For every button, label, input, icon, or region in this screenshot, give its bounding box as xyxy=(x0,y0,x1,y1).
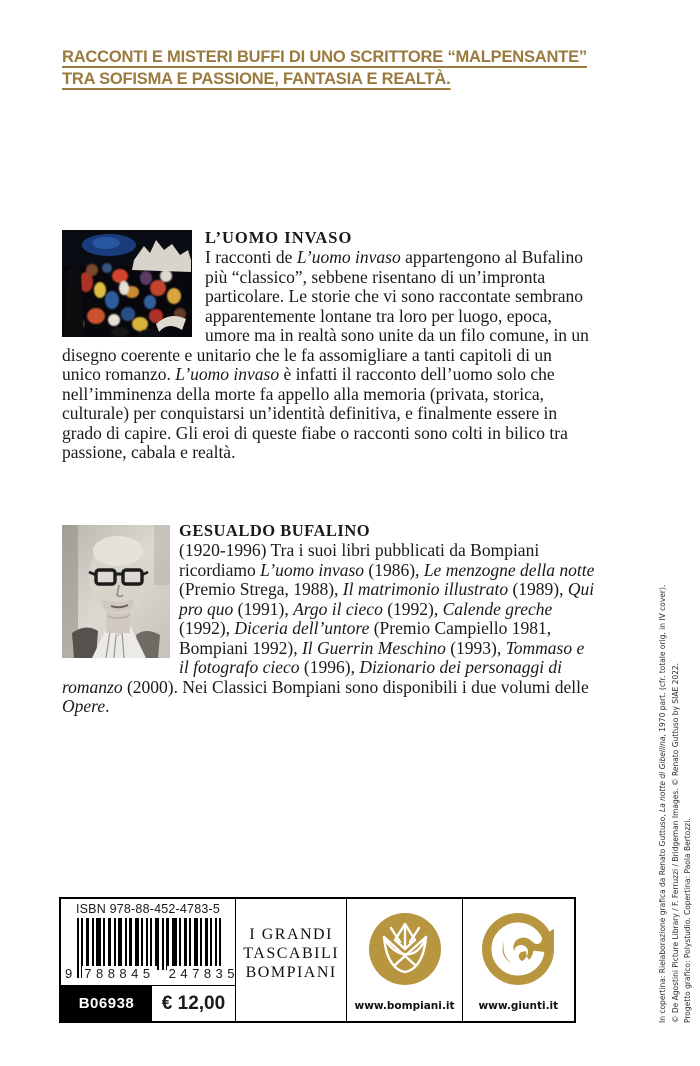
bompiani-cell xyxy=(346,899,461,1021)
tagline-line-1: RACCONTI E MISTERI BUFFI DI UNO SCRITTORE “MALPENSANTE” xyxy=(62,48,587,66)
code-price-row xyxy=(61,985,235,1021)
footer-info-box xyxy=(59,897,576,1023)
publisher-code-badge: B06938 xyxy=(61,986,152,1021)
ean-digit-group-1: 788845 xyxy=(84,966,155,981)
photo-gesualdo-bufalino xyxy=(62,525,170,658)
cover-painting-thumbnail xyxy=(62,230,192,337)
tagline-line-2: TRA SOFISMA E PASSIONE, FANTASIA E REALTÀ. xyxy=(62,70,451,88)
bompiani-site-label: www.bompiani.it xyxy=(354,1000,455,1012)
giunti-cell xyxy=(462,899,574,1021)
author-bio-text: (1920-1996) Tra i suoi libri pubblicati da Bompiani ricordiamo L’uomo invaso (1986), Le menzogne della notte (Premio Strega, 1988), Il matrimonio illustrato (1989), Qui pro quo (1991), Argo il cieco (1992), Calende greche (1992), Diceria dell’untore (Premio Campiello 1981, Bompiani 1992), Il Guerrin Meschino (1993), Tommaso e il fotografo cieco (1996), Dizionario dei personaggi di romanzo (2000). Nei Classici Bompiani sono disponibili i due volumi delle Opere. xyxy=(62,540,595,716)
series-line-1: I GRANDI xyxy=(249,925,333,943)
ean-digit-first: 9 xyxy=(65,966,73,981)
book-title-heading: L’UOMO INVASO xyxy=(205,228,353,247)
price-label: € 12,00 xyxy=(161,992,226,1014)
cover-tagline xyxy=(62,46,602,90)
series-cell xyxy=(235,899,346,1021)
author-photo xyxy=(62,525,170,658)
book-description-section xyxy=(62,227,595,463)
series-line-3: BOMPIANI xyxy=(245,963,337,981)
series-line-2: TASCABILI xyxy=(243,944,340,962)
author-name-heading: GESUALDO BUFALINO xyxy=(179,521,371,540)
barcode-cell xyxy=(61,899,240,1021)
giunti-site-label: www.giunti.it xyxy=(478,1000,559,1012)
painting-la-notte-di-gibellina xyxy=(62,230,192,337)
book-description-text: I racconti de L’uomo invaso appartengono al Bufalino più “classico”, sebbene risentano di un’impronta particolare. Le storie che vi sono raccontate sembrano apparentemente lontane tra loro per luogo, epoca, umore ma in realtà sono unite da un filo comune, in un disegno coerente e unitario che le fa assomigliare a tanti capitoli di un unico romanzo. L’uomo invaso è infatti il racconto dell’uomo solo che nell’imminenza della morte fa appello alla memoria (privata, storica, culturale) per conquistarsi un’identità definitiva, e finalmente essere in grado di capire. Gli eroi di queste fiabe o racconti sono colti in bilico tra passione, cabala e realtà. xyxy=(62,247,589,462)
author-bio-section xyxy=(62,520,595,717)
ean-digit-group-2: 247835 xyxy=(168,966,240,981)
giunti-g-logo-icon xyxy=(482,913,554,985)
ean-digits xyxy=(61,966,240,983)
bompiani-flower-logo-icon xyxy=(369,913,441,985)
isbn-label: ISBN 978-88-452-4783-5 xyxy=(75,902,221,916)
book-back-cover: RACCONTI E MISTERI BUFFI DI UNO SCRITTORE “MALPENSANTE” TRA SOFISMA E PASSIONE, FANTASIA E REALTÀ. L’UOMO INVASO I racconti de L’uomo invaso appartengono al Bufalino più “classico”, sebbene risentano di un’impronta particolare. Le storie che vi sono raccontate sembrano apparentemente lontane tra loro per luogo, epoca, umore ma in realtà sono unite da un filo comune, in un disegno coerente e unitario che le fa assomigliare a tanti capitoli di un unico romanzo. L’uomo invaso è infatti il racconto dell’uomo solo che nell’imminenza della morte fa appello alla memoria (privata, storica, culturale) per conquistarsi un’identità definitiva, e finalmente essere in grado di capire. Gli eroi di queste fiabe o racconti sono colti in bilico tra passione, cabala e realtà. GESUALDO BUFALINO (1920-1996) Tra i suoi libri pubblicati da Bompiani ricordiamo L’uomo invaso (1986), Le menzogne della notte (Premio Strega, 1988), Il matrimonio illustrato (1989), Qui pro quo (1991), Argo il cieco (1992), Calende greche (1992), Diceria dell’untore (Premio Campiello 1981, Bompiani 1992), Il Guerrin Meschino (1993), Tommaso e il fotografo cieco (1996), Dizionario dei personaggi di romanzo (2000). Nei Classici Bompiani sono disponibili i due volumi delle Opere. ISBN 978-88-452-4783-5 9 788845 247835 B06938 € 12,00 I GRANDI TASCABILI BOMPIANI www.bompiani.it www.giunti.it In copertina: Rielaborazione grafica da Renato Guttuso, La notte di Gibellina, 1970 part. (cfr. totale orig. in IV cover). © De Agostini Picture Library / F. Ferruzzi / Bridgeman Images. © Renato Guttuso by SIAE 2022. Progetto grafico: Polystudio. Copertina: Paola Bertozzi. xyxy=(0,0,700,1066)
